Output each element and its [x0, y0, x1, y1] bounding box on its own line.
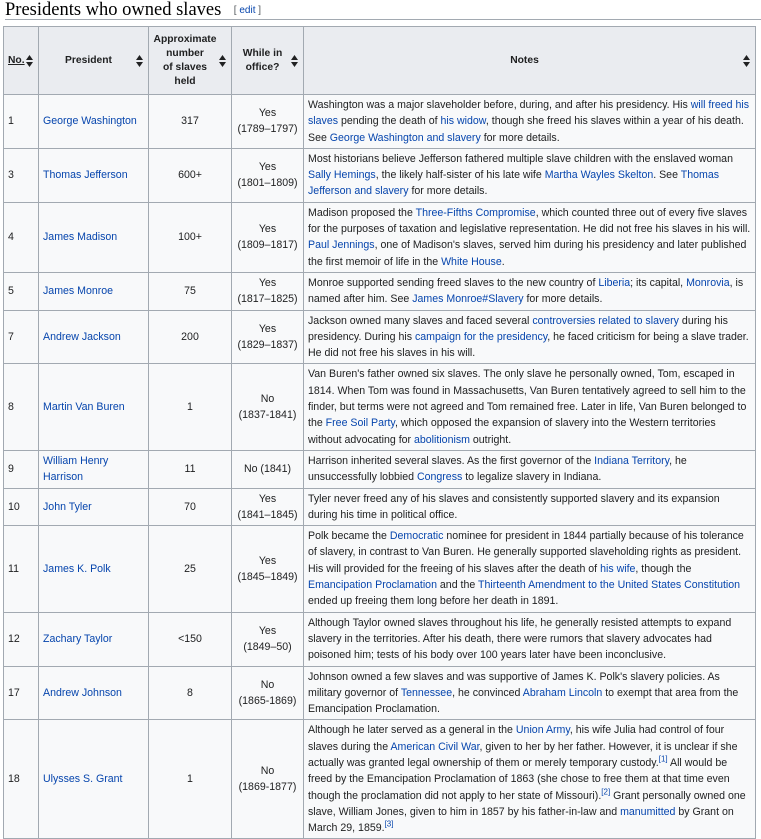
notes-cell [304, 364, 756, 450]
table-row [4, 148, 756, 202]
slaves-count: 75 [149, 272, 232, 310]
notes-text: ended up freeing them long before her death in 1891. [308, 595, 559, 608]
notes-link[interactable]: George Washington and slavery [329, 131, 481, 144]
header-notes[interactable]: Notes [304, 27, 756, 95]
header-while-in-office[interactable]: While in office? [232, 27, 304, 95]
notes-text: , though the [635, 562, 692, 575]
president-cell [39, 612, 149, 666]
office-cell [232, 148, 304, 202]
notes-text: for more details. [523, 293, 603, 306]
row-number: 10 [4, 488, 39, 526]
office-years: (1829–1837) [237, 339, 298, 351]
heading-underline [5, 19, 761, 20]
president-link[interactable]: Zachary Taylor [43, 632, 113, 645]
notes-link[interactable]: Paul Jennings [308, 239, 375, 252]
edit-section: [ edit ] [233, 5, 262, 16]
president-link[interactable]: James Monroe [43, 285, 114, 298]
office-cell [232, 95, 304, 149]
office-years: (1865-1869) [238, 694, 297, 707]
notes-cell [304, 310, 756, 364]
notes-cell [304, 612, 756, 666]
office-answer: No [260, 678, 275, 691]
notes-link[interactable]: controversies related to slavery [532, 314, 679, 327]
office-answer: Yes [258, 107, 277, 120]
office-answer: No (1841) [243, 463, 292, 476]
slaves-count: 200 [149, 310, 232, 364]
header-president[interactable]: President [39, 27, 149, 95]
notes-cell [304, 526, 756, 612]
president-cell [39, 148, 149, 202]
row-number: 3 [4, 148, 39, 202]
notes-text: , though she freed his slaves within a year of his death. See [308, 115, 744, 144]
section-title: Presidents who owned slaves [5, 0, 222, 20]
president-link[interactable]: John Tyler [43, 500, 92, 513]
office-cell [232, 720, 304, 839]
notes-text: nominee for president in 1844 partially because of his tolerance of slavery, in contrast to Van Buren. He generally supported slaveholding rights as president. His will provided for the freeing of his slaves after the death of [308, 530, 744, 575]
president-link[interactable]: Andrew Johnson [43, 686, 122, 699]
table-row [4, 95, 756, 149]
notes-link[interactable]: Union Army [515, 724, 570, 737]
sort-icon[interactable] [291, 55, 298, 67]
office-answer: Yes [258, 492, 277, 505]
office-years: (1809–1817) [237, 239, 298, 252]
office-answer: No [260, 392, 275, 405]
office-answer: Yes [258, 276, 277, 289]
notes-link[interactable]: Free Soil Party [325, 417, 395, 430]
notes-text: Harrison inherited several slaves. As the first governor of the [308, 454, 595, 467]
president-cell [39, 202, 149, 272]
notes-text: Most historians believe Jefferson fathered multiple slave children with the enslaved woman [308, 152, 733, 165]
office-cell [232, 612, 304, 666]
president-link[interactable]: Andrew Jackson [43, 330, 121, 343]
citation-link[interactable]: [1] [658, 754, 668, 764]
notes-text: Tyler never freed any of his slaves and consistently supported slavery and its expansion during his time in political office. [308, 492, 720, 521]
notes-link[interactable]: Three-Fifths Compromise [415, 206, 536, 219]
president-link[interactable]: Martin Van Buren [43, 401, 125, 414]
slaves-count: 317 [149, 95, 232, 149]
notes-text: . See [653, 169, 681, 182]
notes-text: , he unsuccessfully lobbied [308, 454, 687, 484]
notes-link[interactable]: Democratic [389, 530, 444, 543]
row-number: 5 [4, 272, 39, 310]
notes-link[interactable]: Sally Hemings [308, 169, 376, 182]
table-row [4, 310, 756, 364]
notes-text: ; its capital, [630, 276, 687, 289]
notes-text: Johnson owned a few slaves and was supportive of James K. Polk's slavery policies. As military governor of [308, 670, 720, 699]
president-link[interactable]: James K. Polk [43, 562, 111, 575]
notes-link[interactable]: will freed his slaves [308, 99, 750, 128]
slaves-count: 70 [149, 488, 232, 526]
office-cell [232, 202, 304, 272]
slaves-count: 25 [149, 526, 232, 612]
office-cell [232, 526, 304, 612]
notes-link[interactable]: campaign for the presidency [414, 330, 548, 343]
row-number: 18 [4, 720, 39, 839]
slaves-count: 600+ [149, 148, 232, 202]
office-answer: No [260, 765, 275, 778]
citation-link[interactable]: [2] [601, 787, 611, 797]
notes-text: , his wife Julia had control of four slaves during the [308, 724, 725, 753]
notes-link[interactable]: Thirteenth Amendment to the United States Constitution [478, 579, 741, 592]
section-heading-row [0, 0, 761, 22]
notes-text: outright. [469, 433, 512, 446]
office-years: (1845–1849) [237, 570, 298, 583]
presidents-table [3, 26, 756, 839]
table-row [4, 612, 756, 666]
notes-link[interactable]: abolitionism [414, 433, 470, 446]
slaves-count: 1 [149, 720, 232, 839]
notes-text: during his presidency. During his [308, 314, 728, 343]
notes-text: Grant personally owned one slave, William Jones, given to him in 1857 by his father-in-law and [308, 789, 746, 818]
table-row [4, 526, 756, 612]
office-answer: Yes [258, 554, 277, 567]
notes-text: Jackson owned many slaves and faced several [308, 314, 533, 327]
notes-link[interactable]: Liberia [598, 276, 631, 289]
notes-text: Monroe supported sending freed slaves to the new country of [308, 276, 599, 289]
row-number: 9 [4, 450, 39, 488]
office-cell [232, 310, 304, 364]
notes-link[interactable]: Abraham Lincoln [522, 686, 603, 699]
notes-text: Polk became the [308, 530, 390, 543]
table-row [4, 666, 756, 720]
row-number: 8 [4, 364, 39, 450]
notes-text: by Grant on March 29, 1859. [308, 805, 734, 835]
row-number: 12 [4, 612, 39, 666]
office-cell [232, 450, 304, 488]
president-cell [39, 272, 149, 310]
row-number: 17 [4, 666, 39, 720]
notes-text: , which counted three out of every five slaves for the purposes of taxation and legislative representation. He did not free his slaves in his will. [308, 206, 751, 236]
office-cell [232, 488, 304, 526]
notes-cell [304, 666, 756, 720]
table-row [4, 488, 756, 526]
president-cell [39, 526, 149, 612]
office-answer: Yes [258, 161, 277, 174]
sort-icon[interactable] [26, 55, 33, 67]
notes-text: , one of Madison's slaves, served him during his presidency and later published the first memoir of life in the [308, 239, 747, 268]
row-number: 7 [4, 310, 39, 364]
notes-text: for more details. [408, 185, 488, 198]
notes-link[interactable]: James Monroe#Slavery [412, 293, 524, 306]
header-no[interactable]: No. [4, 27, 39, 95]
notes-link[interactable]: Congress [416, 471, 463, 484]
header-slaves-held[interactable]: Approximate number of slaves held [149, 27, 232, 95]
office-cell [232, 666, 304, 720]
office-answer: Yes [258, 223, 277, 236]
president-cell [39, 364, 149, 450]
slaves-count: 11 [149, 450, 232, 488]
notes-text: Madison proposed the [308, 206, 416, 219]
notes-text: Although Taylor owned slaves throughout his life, he generally resisted attempts to expand slavery in the territories. After his death, there were rumors that slavery advocates had poisoned him; tests of his body over 100 years later have been inconclusive. [308, 616, 732, 662]
sort-icon[interactable] [219, 55, 226, 67]
office-answer: Yes [258, 624, 277, 637]
notes-text: to exempt that area from the Emancipation Proclamation. [308, 686, 739, 716]
notes-link[interactable]: his widow [440, 115, 486, 128]
office-years: (1817–1825) [237, 293, 298, 306]
slaves-count: <150 [149, 612, 232, 666]
office-years: (1841–1845) [237, 508, 298, 521]
sort-icon[interactable] [136, 55, 143, 67]
notes-cell [304, 450, 756, 488]
president-link[interactable]: Ulysses S. Grant [43, 773, 123, 786]
notes-text: , he faced criticism for being a slave trader. He did not free his slaves in his will. [308, 330, 749, 360]
notes-link[interactable]: White House [441, 255, 502, 268]
president-link[interactable]: George Washington [43, 115, 137, 128]
president-cell [39, 720, 149, 839]
notes-cell [304, 488, 756, 526]
notes-text: pending the death of [338, 115, 441, 128]
notes-text: All would be freed by the Emancipation Proclamation of 1863 (she chose to free them at that time even though the proclamation did not apply to her state of Missouri). [308, 756, 730, 802]
notes-link[interactable]: American Civil War [390, 740, 480, 753]
table-row [4, 450, 756, 488]
table-row [4, 272, 756, 310]
notes-text: Although he later served as a general in the [308, 724, 516, 737]
office-years: (1849–50) [243, 641, 292, 654]
notes-cell [304, 720, 756, 839]
notes-link[interactable]: manumitted [620, 805, 676, 818]
row-number: 4 [4, 202, 39, 272]
notes-text: , given to her by her father. However, it is unclear if she actually was granted legal ownership of them or merely temporary custody. [308, 740, 738, 769]
president-cell [39, 450, 149, 488]
notes-cell [304, 95, 756, 149]
notes-text: for more details. [480, 131, 560, 144]
notes-link[interactable]: Thomas Jefferson and slavery [308, 169, 720, 198]
notes-text: Washington was a major slaveholder before, during, and after his presidency. His [308, 99, 691, 111]
president-cell [39, 666, 149, 720]
notes-cell [304, 272, 756, 310]
table-header-row [4, 27, 756, 95]
slaves-count: 100+ [149, 202, 232, 272]
president-cell [39, 488, 149, 526]
notes-text: , the likely half-sister of his late wife [375, 169, 545, 182]
notes-text: Van Buren's father owned six slaves. The only slave he personally owned, Tom, escaped in 1814. When Tom was found in Massachusetts, Van Buren tentatively agreed to sell him to the finder, but terms were not agreed and Tom remained free. Later in life, Van Buren belonged to the [308, 368, 747, 430]
row-number: 1 [4, 95, 39, 149]
president-link[interactable]: James Madison [43, 231, 118, 244]
notes-link[interactable]: Monrovia [686, 276, 730, 289]
notes-text: and the [436, 579, 479, 592]
office-answer: Yes [258, 322, 277, 335]
notes-text: to legalize slavery in Indiana. [462, 471, 602, 484]
table-row [4, 364, 756, 450]
sort-icon[interactable] [743, 55, 750, 67]
office-years: (1801–1809) [237, 177, 298, 190]
slaves-count: 8 [149, 666, 232, 720]
notes-cell [304, 202, 756, 272]
notes-text: , he convinced [452, 686, 523, 699]
table-row [4, 720, 756, 839]
office-cell [232, 272, 304, 310]
slaves-count: 1 [149, 364, 232, 450]
notes-link[interactable]: Emancipation Proclamation [308, 579, 437, 592]
president-cell [39, 95, 149, 149]
notes-link[interactable]: Martha Wayles Skelton [544, 169, 654, 182]
notes-text: , which opposed the expansion of slavery into the Western territories without advocating for [308, 417, 716, 446]
notes-text: . [501, 255, 505, 268]
president-cell [39, 310, 149, 364]
president-link[interactable]: Thomas Jefferson [43, 169, 128, 182]
notes-text: , is named after him. See [308, 276, 744, 306]
table-row [4, 202, 756, 272]
notes-link[interactable]: Tennessee [400, 686, 453, 699]
edit-link[interactable]: edit [239, 5, 256, 16]
citation-link[interactable]: [3] [384, 819, 394, 829]
office-years: (1837-1841) [238, 409, 297, 422]
office-years: (1789–1797) [237, 123, 298, 136]
office-years: (1869-1877) [238, 781, 297, 794]
president-link[interactable]: William Henry Harrison [43, 454, 109, 484]
office-cell [232, 364, 304, 450]
notes-link[interactable]: Indiana Territory [594, 454, 670, 467]
notes-cell [304, 148, 756, 202]
notes-link[interactable]: his wife [600, 562, 636, 575]
row-number: 11 [4, 526, 39, 612]
